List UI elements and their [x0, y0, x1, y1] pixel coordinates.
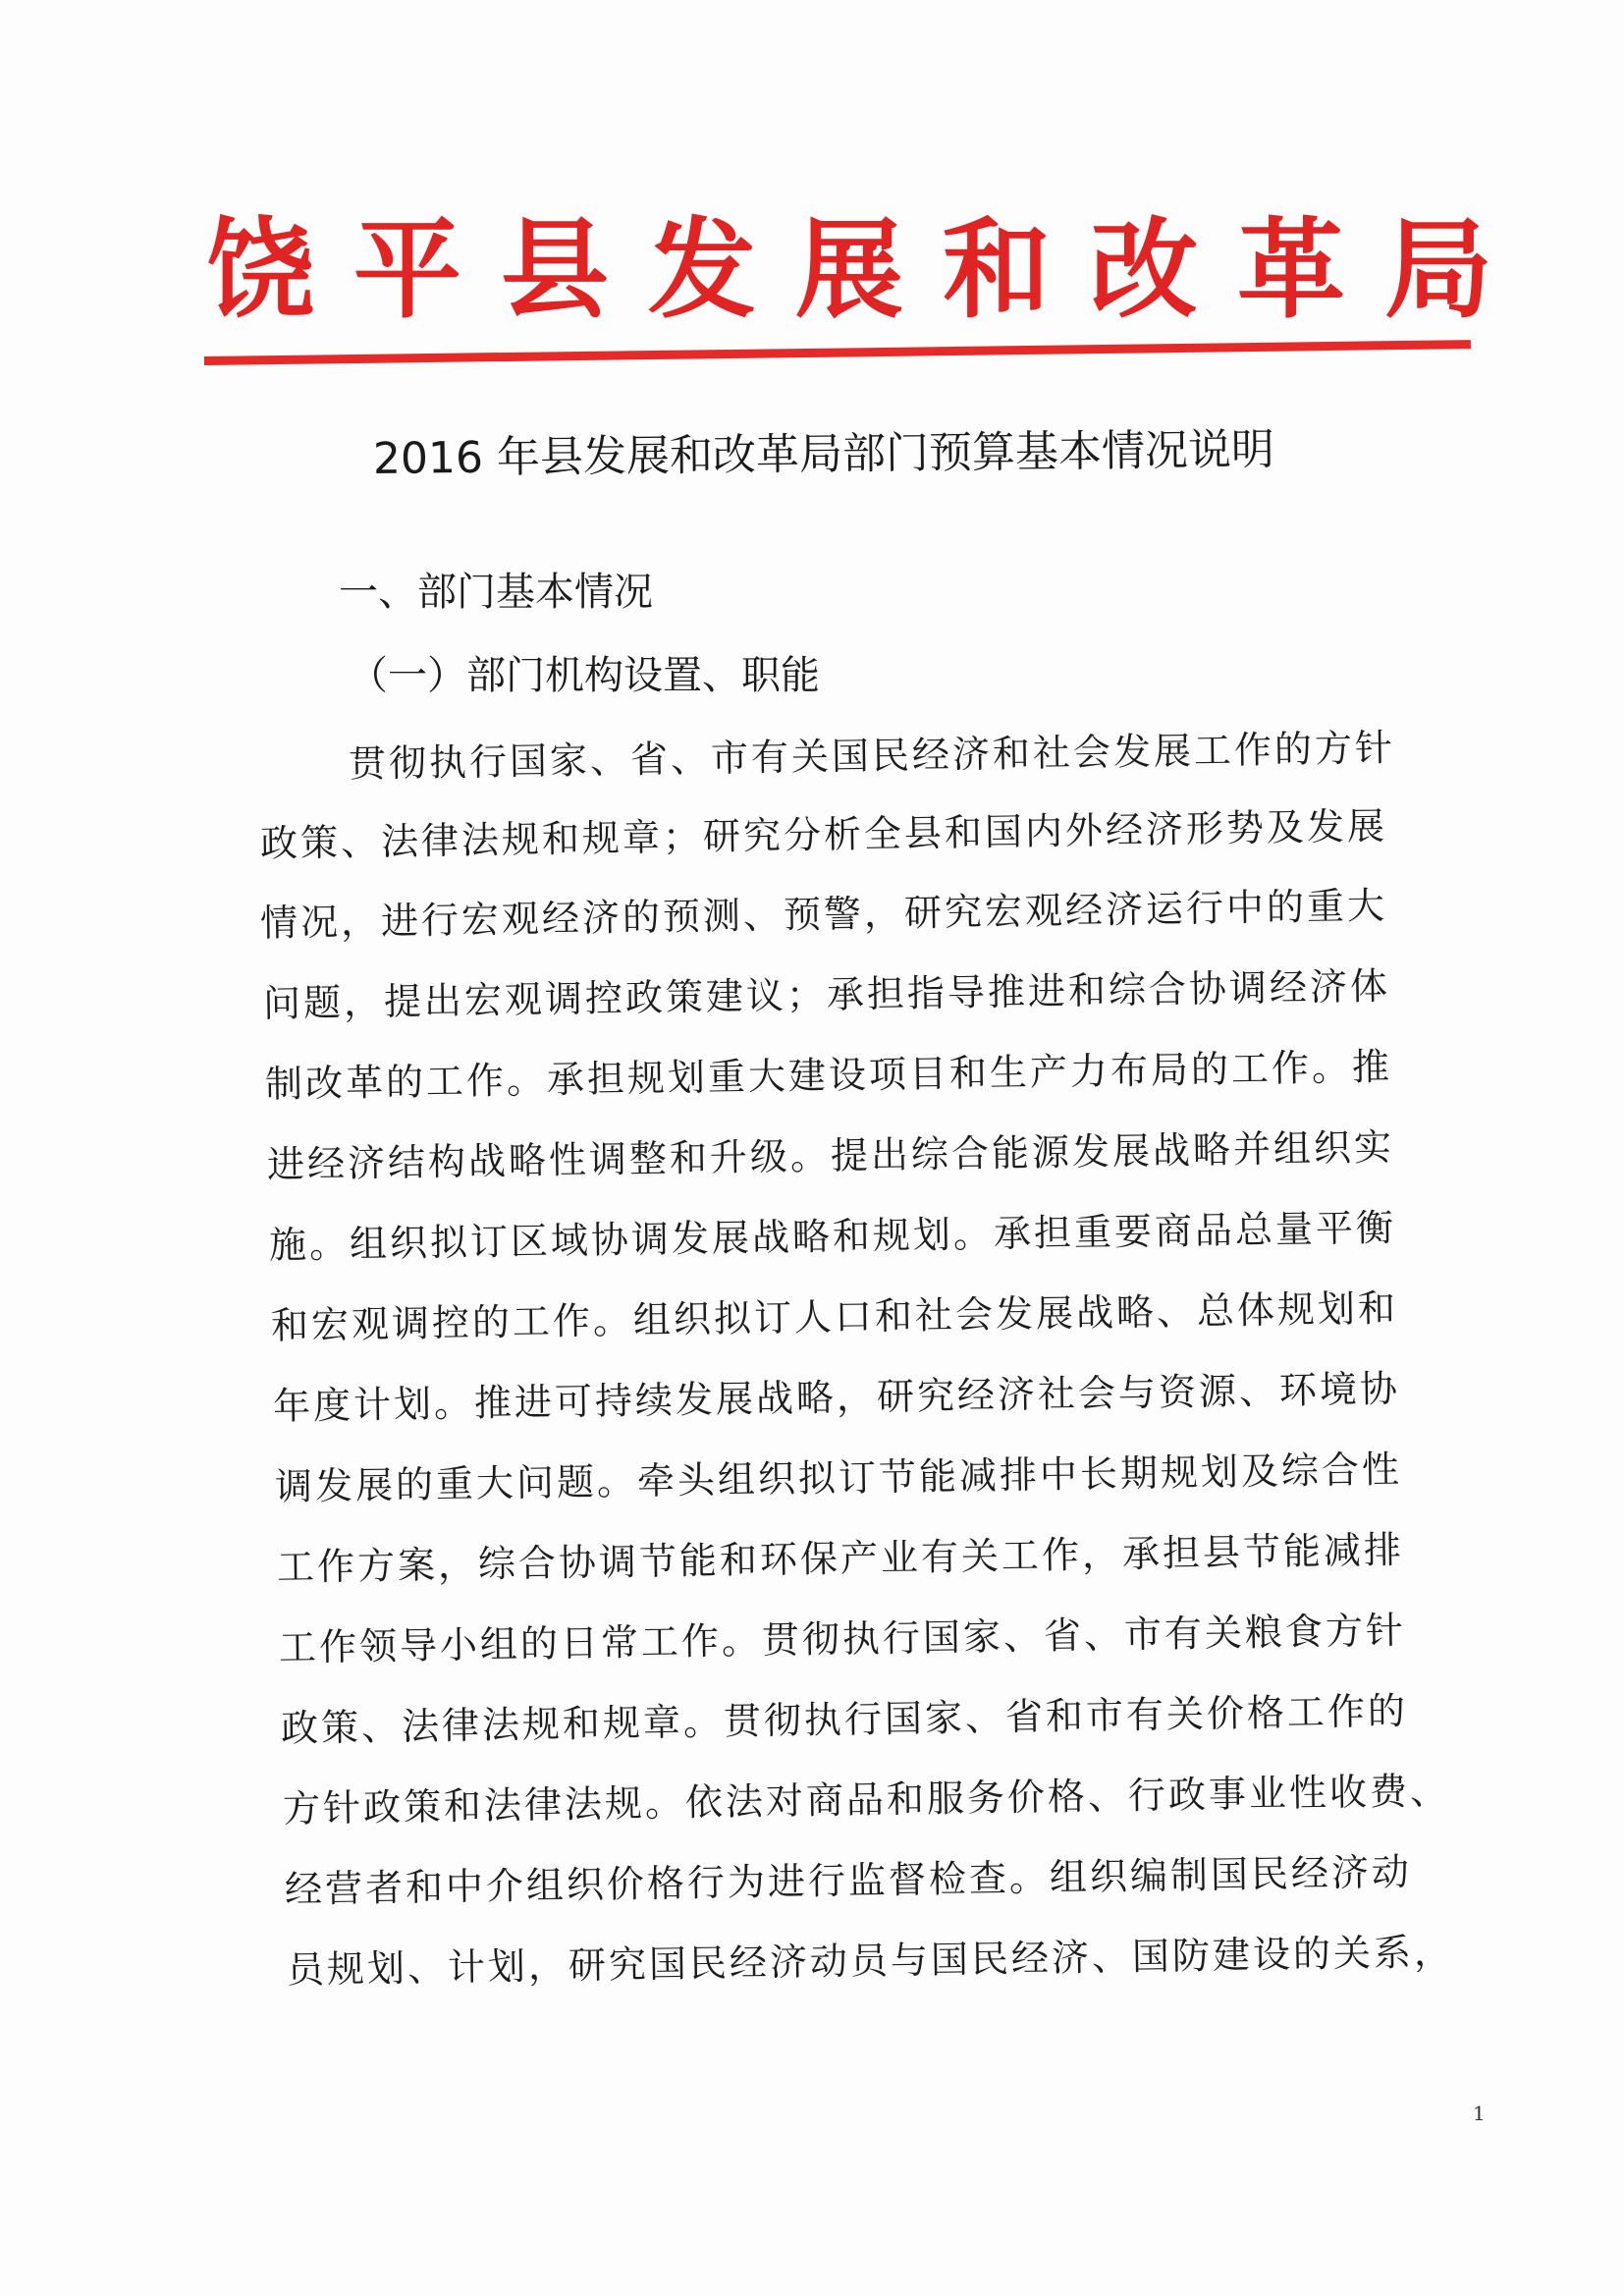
- body-line: 工作领导小组的日常工作。贯彻执行国家、省、市有关粮食方针: [278, 1608, 1407, 1669]
- document-title: 2016 年县发展和改革局部门预算基本情况说明: [372, 424, 1275, 484]
- body-line: 员规划、计划，研究国民经济动员与国民经济、国防建设的关系，: [286, 1930, 1455, 1992]
- body-line: 情况，进行宏观经济的预测、预警，研究宏观经济运行中的重大: [259, 883, 1388, 945]
- page-number: 1: [1473, 2102, 1486, 2125]
- body-line: 贯彻执行国家、省、市有关国民经济和社会发展工作的方针: [348, 726, 1396, 786]
- body-line: 和宏观调控的工作。组织拟订人口和社会发展战略、总体规划和: [270, 1285, 1399, 1347]
- body-line: 进经济结构战略性调整和升级。提出综合能源发展战略并组织实: [266, 1124, 1395, 1186]
- body-line: 施。组织拟订区域协调发展战略和规划。承担重要商品总量平衡: [268, 1205, 1397, 1267]
- body-line: 调发展的重大问题。牵头组织拟订节能减排中长期规划及综合性: [274, 1447, 1403, 1508]
- body-line: 政策、法律法规和规章。贯彻执行国家、省和市有关价格工作的: [280, 1688, 1409, 1750]
- subsection-heading: （一）部门机构设置、职能: [349, 653, 820, 698]
- body-line: 工作方案，综合协调节能和环保产业有关工作，承担县节能减排: [276, 1527, 1405, 1589]
- body-line: 政策、法律法规和规章；研究分析全县和国内外经济形势及发展: [259, 803, 1388, 865]
- section-heading: 一、部门基本情况: [339, 570, 653, 615]
- body-line: 年度计划。推进可持续发展战略，研究经济社会与资源、环境协: [272, 1366, 1401, 1428]
- body-line: 制改革的工作。承担规划重大建设项目和生产力布局的工作。推: [264, 1044, 1393, 1106]
- body-line: 问题，提出宏观调控政策建议；承担指导推进和综合协调经济体: [262, 963, 1391, 1025]
- body-line: 经营者和中介组织价格行为进行监督检查。组织编制国民经济动: [284, 1849, 1413, 1911]
- letterhead-title: 饶平县发展和改革局: [206, 206, 1532, 333]
- body-line: 方针政策和法律法规。依法对商品和服务价格、行政事业性收费、: [282, 1769, 1451, 1831]
